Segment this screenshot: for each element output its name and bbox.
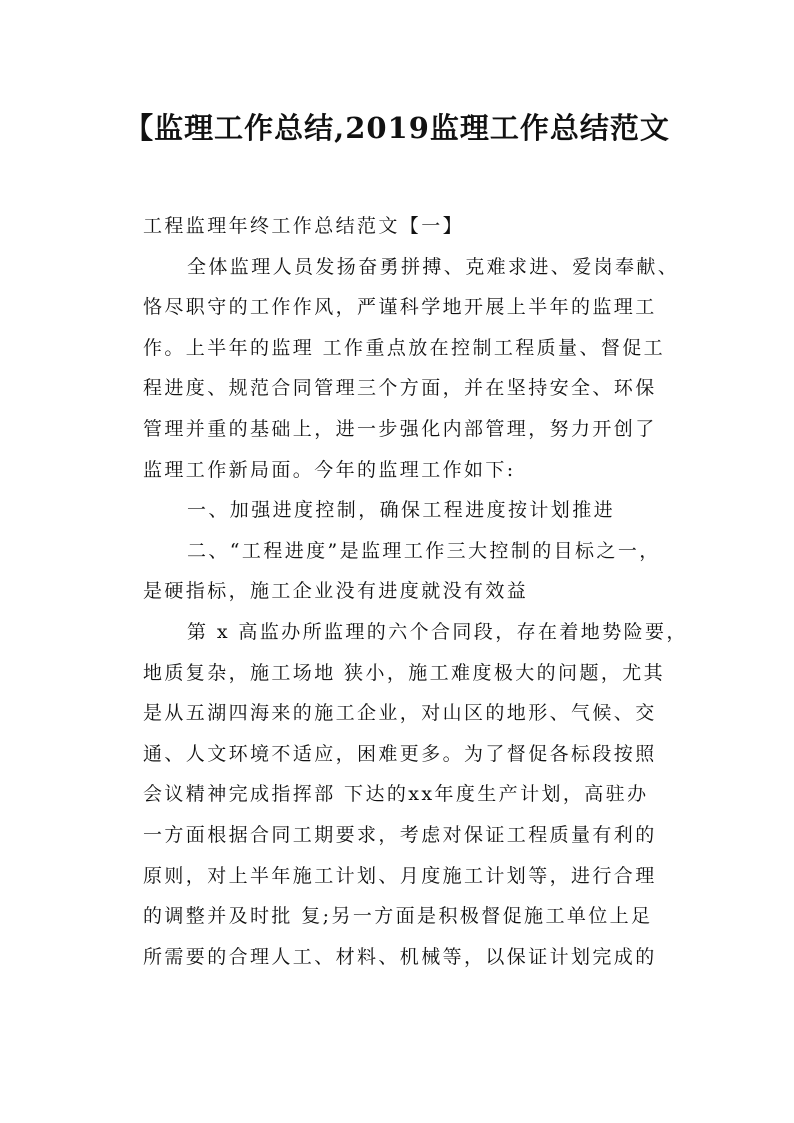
paragraph-line: 一、加强进度控制，确保工程进度按计划推进	[187, 499, 616, 522]
paragraph-line: 所需要的合理人工、材料、机械等，以保证计划完成的	[143, 945, 657, 968]
paragraph-line: 是从五湖四海来的施工企业，对山区的地形、气候、交	[143, 702, 657, 725]
paragraph-line: 监理工作新局面。今年的监理工作如下:	[143, 458, 516, 481]
paragraph-line: 二、“工程进度”是监理工作三大控制的目标之一，	[187, 539, 661, 562]
paragraph-line: 全体监理人员发扬奋勇拼搏、克难求进、爱岗奉献、	[187, 255, 680, 278]
document-title: 【监理工作总结,2019监理工作总结范文	[124, 111, 670, 145]
paragraph-line: 管理并重的基础上，进一步强化内部管理，努力开创了	[143, 417, 657, 440]
paragraph-line: 程进度、规范合同管理三个方面，并在坚持安全、环保	[143, 377, 657, 400]
document-body	[143, 206, 688, 977]
paragraph-line: 作。上半年的监理 工作重点放在控制工程质量、督促工	[143, 336, 666, 359]
paragraph-lines	[143, 247, 688, 978]
paragraph-line: 通、人文环境不适应，困难更多。为了督促各标段按照	[143, 742, 657, 765]
paragraph-line: 地质复杂，施工场地 狭小，施工难度极大的问题，尤其	[143, 661, 666, 684]
paragraph-line: 会议精神完成指挥部 下达的xx年度生产计划，高驻办	[143, 783, 649, 806]
paragraph-line: 的调整并及时批 复;另一方面是积极督促施工单位上足	[143, 905, 653, 928]
paragraph-line: 是硬指标，施工企业没有进度就没有效益	[143, 580, 529, 603]
paragraph-line: 第 x 高监办所监理的六个合同段，存在着地势险要，	[187, 620, 688, 643]
section-heading: 工程监理年终工作总结范文【一】	[143, 215, 465, 237]
paragraph-line: 原则，对上半年施工计划、月度施工计划等，进行合理	[143, 864, 657, 887]
paragraph-line: 一方面根据合同工期要求，考虑对保证工程质量有利的	[143, 823, 657, 846]
paragraph-line: 恪尽职守的工作作风，严谨科学地开展上半年的监理工	[143, 296, 657, 319]
